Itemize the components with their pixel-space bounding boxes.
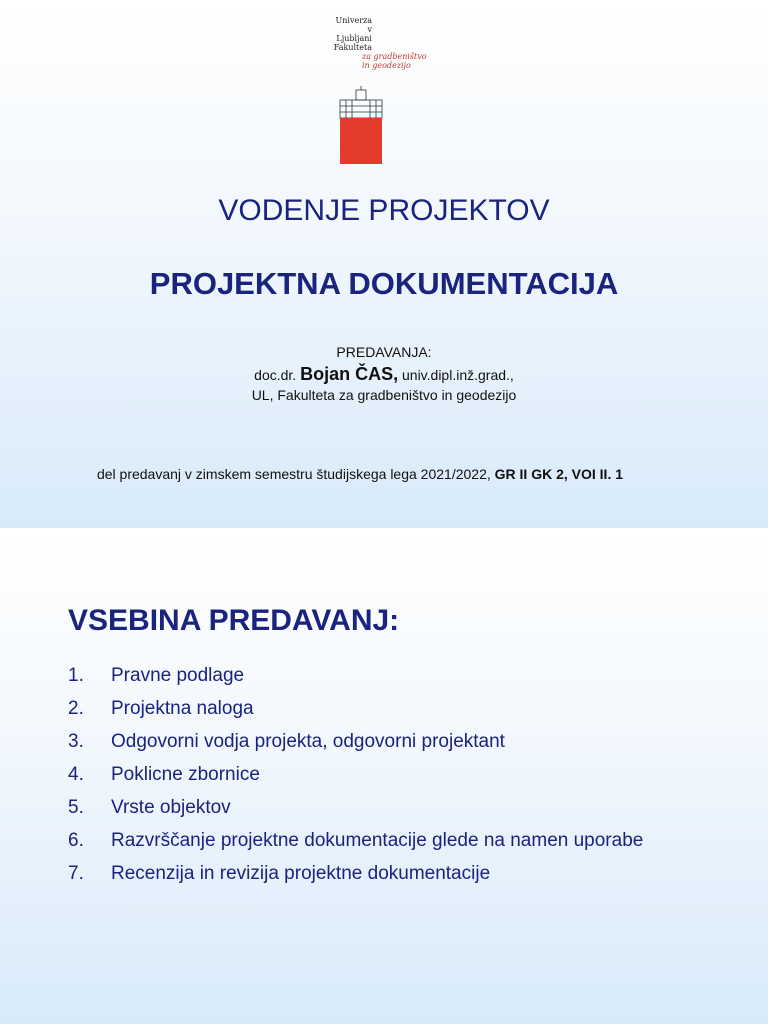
item-text: Poklicne zbornice <box>111 764 260 785</box>
item-text: Recenzija in revizija projektne dokumentacije <box>111 863 491 884</box>
list-item <box>68 730 643 763</box>
list-item <box>68 763 643 796</box>
item-number: 3. <box>68 731 84 752</box>
semester-info <box>0 466 720 482</box>
logo-line: za gradbeništvo <box>362 52 427 61</box>
logo-university-text <box>332 16 372 52</box>
list-item <box>68 697 643 730</box>
logo-line: Fakulteta <box>333 43 372 52</box>
logo-line: v Ljubljani <box>336 25 372 43</box>
building-emblem-icon <box>332 86 388 166</box>
item-text: Razvrščanje projektne dokumentacije glede na namen uporabe <box>111 830 644 851</box>
lecturer-name: Bojan ČAS, <box>300 364 399 384</box>
lecturer-prefix: doc.dr. <box>254 367 297 383</box>
item-number: 4. <box>68 764 84 785</box>
list-item <box>68 829 643 862</box>
item-number: 1. <box>68 665 84 686</box>
lecturer-affiliation: UL, Fakulteta za gradbeništvo in geodezijo <box>251 387 517 403</box>
item-number: 2. <box>68 698 84 719</box>
contents-list <box>68 664 643 895</box>
logo-line: in geodezijo <box>362 61 411 70</box>
course-title: VODENJE PROJEKTOV <box>218 194 550 227</box>
item-text: Vrste objektov <box>111 797 231 818</box>
semester-text: del predavanj v zimskem semestru študijskega lega 2021/2022, <box>96 466 491 482</box>
item-text: Projektna naloga <box>111 698 254 719</box>
lecture-label: PREDAVANJA: <box>336 344 432 360</box>
faculty-logo <box>332 16 432 166</box>
contents-heading: VSEBINA PREDAVANJ: <box>68 604 400 637</box>
list-item <box>68 664 643 697</box>
item-number: 5. <box>68 797 84 818</box>
list-item <box>68 862 643 895</box>
logo-line: Univerza <box>335 16 372 25</box>
semester-groups: GR II GK 2, VOI II. 1 <box>494 466 624 482</box>
list-item <box>68 796 643 829</box>
item-number: 7. <box>68 863 84 884</box>
lecturer-line <box>0 364 768 385</box>
item-number: 6. <box>68 830 84 851</box>
lecturer-suffix: univ.dipl.inž.grad., <box>402 367 514 383</box>
item-text: Odgovorni vodja projekta, odgovorni projektant <box>111 731 505 752</box>
item-text: Pravne podlage <box>111 665 245 686</box>
logo-faculty-text <box>362 52 427 70</box>
lecture-title: PROJEKTNA DOKUMENTACIJA <box>149 266 619 301</box>
